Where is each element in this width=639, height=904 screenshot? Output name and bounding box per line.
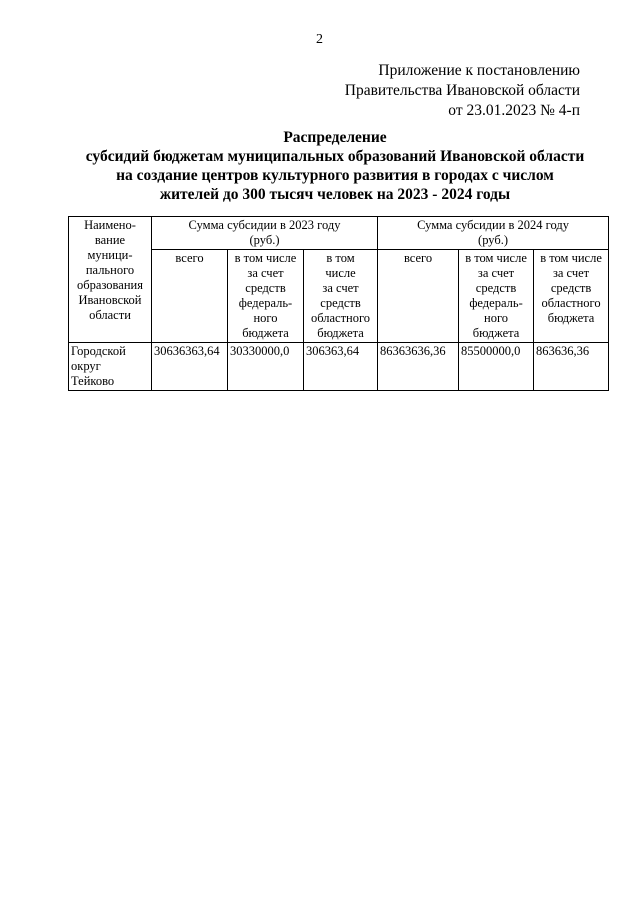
page-number: 2: [316, 32, 323, 47]
municipality-name-header: Наимено- вание муници- пального образования Ивановской области: [69, 217, 152, 343]
federal-2023-header: в том числе за счет средств федераль- ного бюджета: [228, 250, 304, 343]
document-title: [60, 128, 610, 204]
subsidy-table: [68, 216, 609, 391]
regional-2023-cell: 306363,64: [304, 343, 378, 391]
year-2024-header: Сумма субсидии в 2024 году (руб.): [378, 217, 609, 250]
regional-2023-header: в том числе за счет средств областного бюджета: [304, 250, 378, 343]
attachment-line-2: Правительства Ивановской области: [344, 82, 580, 99]
attachment-note: [345, 61, 580, 121]
total-2024-cell: 86363636,36: [378, 343, 459, 391]
table-row: [69, 343, 609, 391]
total-2023-header: всего: [152, 250, 228, 343]
municipality-name-cell: Городской округ Тейково: [69, 343, 152, 391]
regional-2024-header: в том числе за счет средств областного бюджета: [534, 250, 609, 343]
federal-2023-cell: 30330000,0: [228, 343, 304, 391]
federal-2024-header: в том числе за счет средств федераль- ного бюджета: [459, 250, 534, 343]
federal-2024-cell: 85500000,0: [459, 343, 534, 391]
total-2023-cell: 30636363,64: [152, 343, 228, 391]
title-line-4: жителей до 300 тысяч человек на 2023 - 2024 годы: [159, 186, 511, 203]
year-2023-header: Сумма субсидии в 2023 году (руб.): [152, 217, 378, 250]
title-line-1: Распределение: [283, 129, 387, 146]
regional-2024-cell: 863636,36: [534, 343, 609, 391]
attachment-line-1: Приложение к постановлению: [378, 62, 580, 79]
total-2024-header: всего: [378, 250, 459, 343]
title-line-3: на создание центров культурного развития в городах с числом: [116, 167, 554, 184]
title-line-2: субсидий бюджетам муниципальных образований Ивановской области: [85, 148, 585, 165]
attachment-line-3: от 23.01.2023 № 4-п: [448, 102, 580, 119]
table-header-row: [69, 217, 609, 250]
